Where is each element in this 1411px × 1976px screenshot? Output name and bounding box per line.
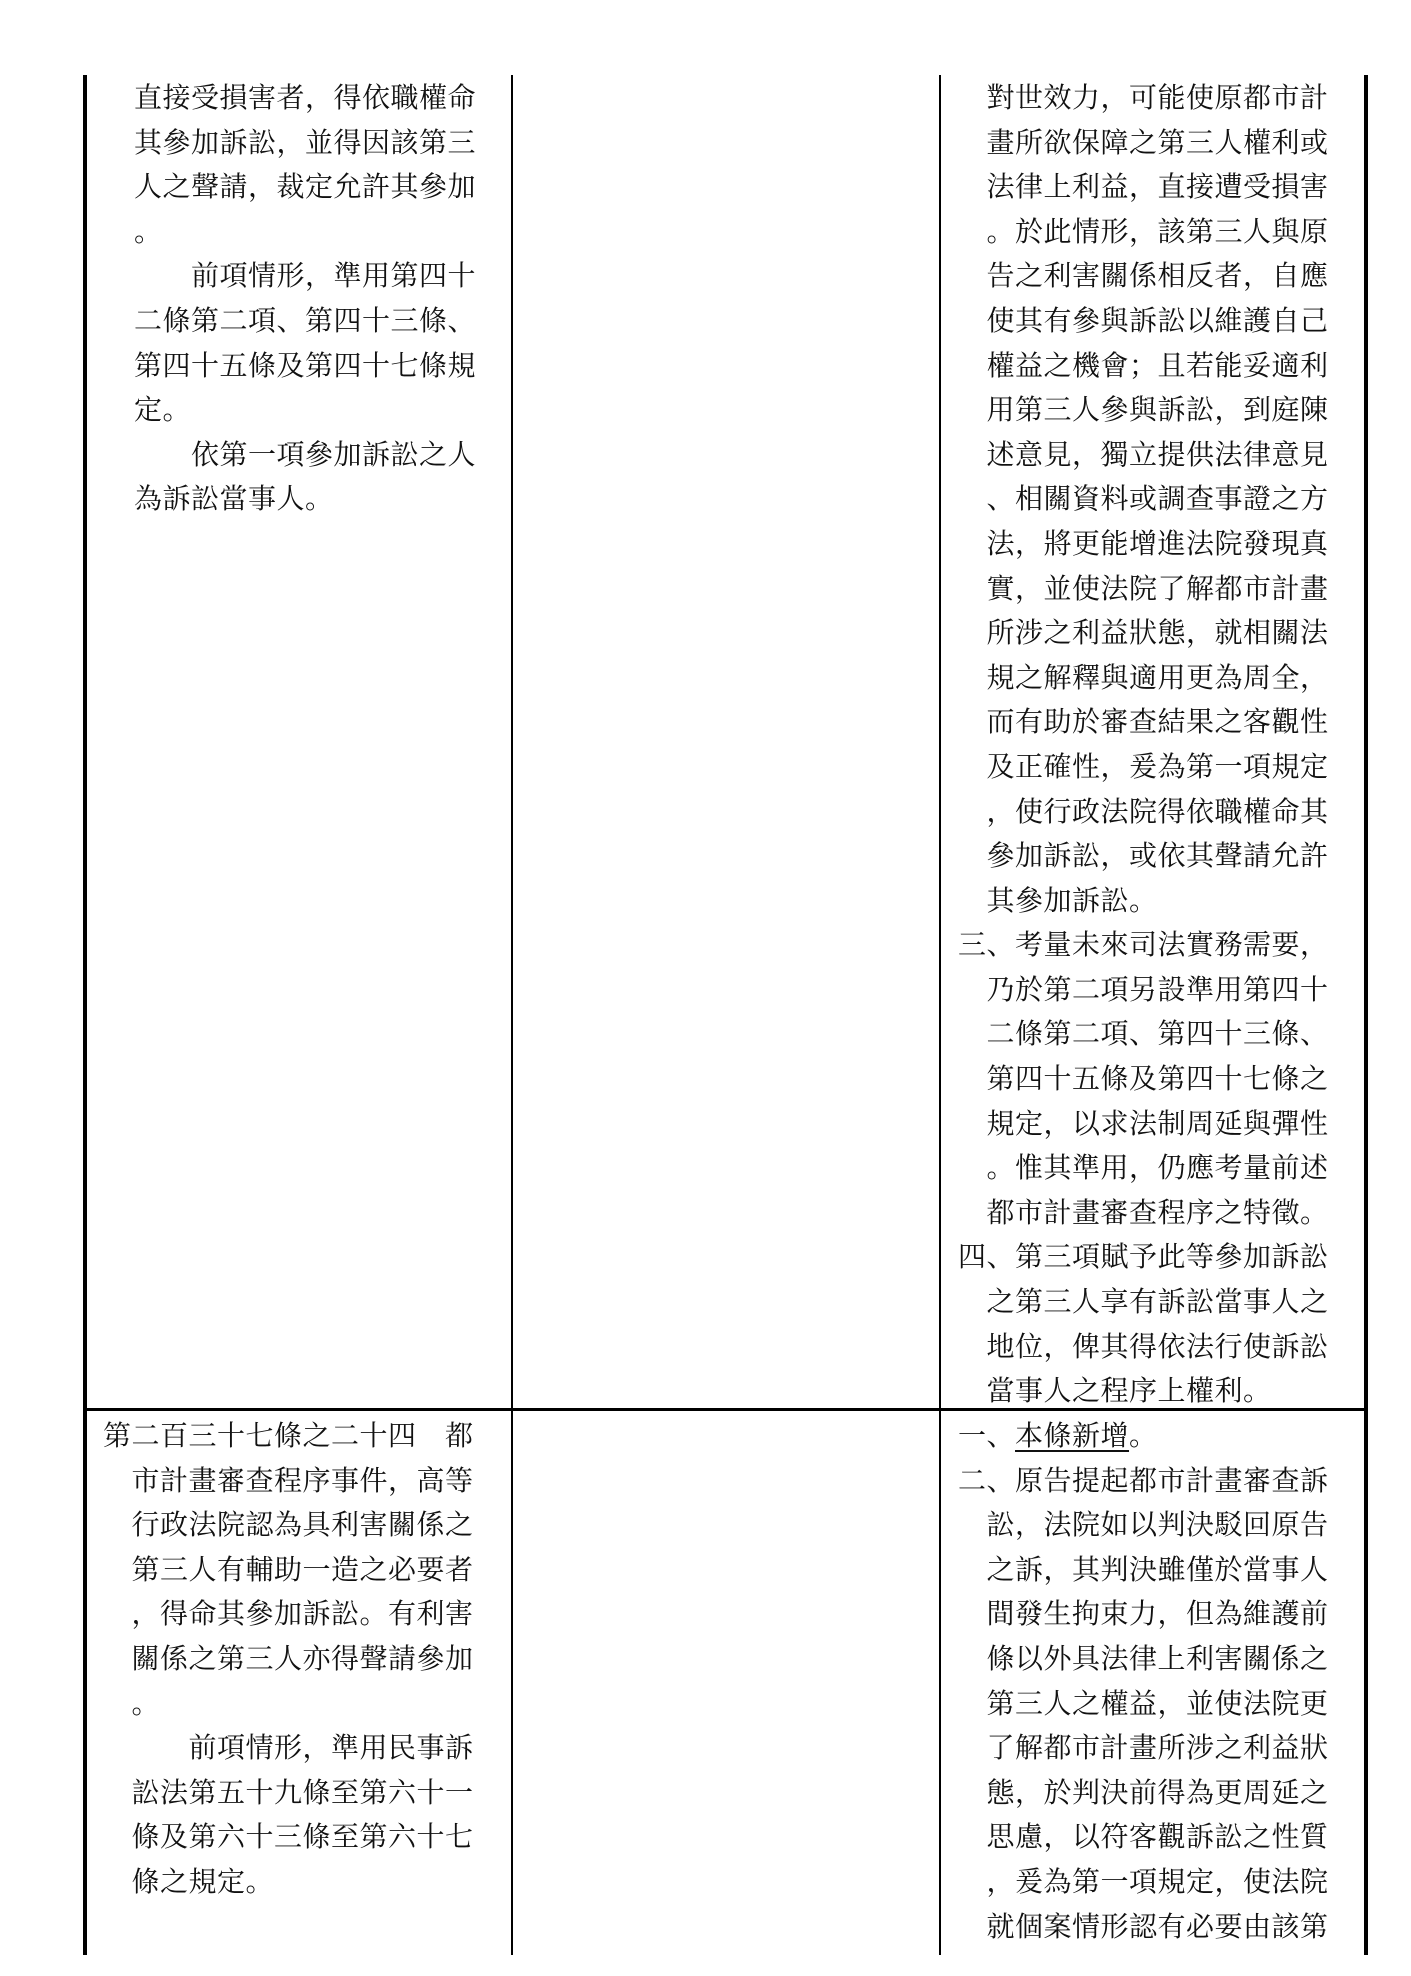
text-line: 四、第三項賦予此等參加訴訟 [958, 1240, 1329, 1274]
text-line: 前項情形，準用第四十 [134, 259, 477, 293]
text-line: 地位，俾其得依法行使訴訟 [958, 1329, 1329, 1363]
text-line: 二條第二項、第四十三條、 [958, 1017, 1329, 1051]
text-line: 而有助於審查結果之客觀性 [958, 705, 1329, 739]
text-line: 依第一項參加訴訟之人 [134, 437, 477, 471]
text-line: 條及第六十三條至第六十七 [103, 1820, 474, 1854]
text-line: 為訴訟當事人。 [134, 482, 334, 516]
text-line: 之訴，其判決雖僅於當事人 [958, 1552, 1329, 1586]
text-line: 了解都市計畫所涉之利益狀 [958, 1731, 1329, 1765]
text-line: 第三人之權益，並使法院更 [958, 1686, 1329, 1720]
text-line: ，使行政法院得依職權命其 [958, 794, 1329, 828]
item-number: 一、 [958, 1419, 1016, 1452]
text-line: 之第三人享有訴訟當事人之 [958, 1285, 1329, 1319]
text-line: 、相關資料或調查事證之方 [958, 482, 1329, 516]
punctuation: 。 [1129, 1419, 1158, 1452]
text-line: 市計畫審查程序事件，高等 [103, 1463, 474, 1497]
text-line: 用第三人參與訴訟，到庭陳 [958, 393, 1329, 427]
text-line: 態，於判決前得為更周延之 [958, 1775, 1329, 1809]
text-line: 使其有參與訴訟以維護自己 [958, 303, 1329, 337]
text-line: ，爰為第一項規定，使法院 [958, 1864, 1329, 1898]
text-line: 其參加訴訟。 [958, 883, 1158, 917]
text-line: 第四十五條及第四十七條規 [134, 348, 477, 382]
row2-explanation [958, 1414, 1329, 1949]
text-line: 其參加訴訟，並得因該第三 [134, 125, 477, 159]
text-line: 。 [134, 214, 163, 248]
table-column-divider-1 [511, 75, 513, 1955]
row1-explanation [958, 76, 1329, 1414]
text-line: 法律上利益，直接遭受損害 [958, 170, 1329, 204]
text-line: 畫所欲保障之第三人權利或 [958, 125, 1329, 159]
row1-law-text [134, 76, 476, 522]
text-line: 實，並使法院了解都市計畫 [958, 571, 1329, 605]
text-line: 對世效力，可能使原都市計 [958, 81, 1329, 114]
text-line: 。於此情形，該第三人與原 [958, 214, 1329, 248]
row2-law-text [103, 1414, 474, 1905]
text-line: 二、原告提起都市計畫審查訴 [958, 1463, 1329, 1497]
text-line: 規定，以求法制周延與彈性 [958, 1106, 1329, 1140]
text-line: ，得命其參加訴訟。有利害 [103, 1597, 474, 1631]
text-line: 二條第二項、第四十三條、 [134, 303, 477, 337]
text-line: 乃於第二項另設準用第四十 [958, 972, 1329, 1006]
article-heading: 第二百三十七條之二十四 都 [103, 1419, 474, 1452]
text-line: 。 [103, 1686, 161, 1720]
text-line: 條以外具法律上利害關係之 [958, 1641, 1329, 1675]
text-line: 人之聲請，裁定允許其參加 [134, 170, 477, 204]
text-line: 規之解釋與適用更為周全， [958, 660, 1329, 694]
text-line: 行政法院認為具利害關係之 [103, 1508, 474, 1542]
text-line: 述意見，獨立提供法律意見 [958, 437, 1329, 471]
text-line: 都市計畫審查程序之特徵。 [958, 1195, 1329, 1229]
text-line: 間發生拘束力，但為維護前 [958, 1597, 1329, 1631]
text-line: 及正確性，爰為第一項規定 [958, 749, 1329, 783]
text-line: 法，將更能增進法院發現真 [958, 526, 1329, 560]
text-line: 訟法第五十九條至第六十一 [103, 1775, 474, 1809]
text-line [958, 1414, 1329, 1459]
text-line: 。惟其準用，仍應考量前述 [958, 1151, 1329, 1185]
text-line: 關係之第三人亦得聲請參加 [103, 1641, 474, 1675]
text-line: 定。 [134, 393, 192, 427]
text-line: 就個案情形認有必要由該第 [958, 1909, 1329, 1943]
text-line: 三、考量未來司法實務需要， [958, 928, 1329, 962]
text-line: 當事人之程序上權利。 [958, 1374, 1272, 1408]
text-line: 思慮，以符客觀訴訟之性質 [958, 1820, 1329, 1854]
new-article-note: 本條新增 [1015, 1419, 1130, 1452]
table-left-border [83, 75, 87, 1955]
text-line: 權益之機會；且若能妥適利 [958, 348, 1329, 382]
text-line: 前項情形，準用民事訴 [103, 1731, 474, 1765]
text-line: 第四十五條及第四十七條之 [958, 1062, 1329, 1096]
text-line: 所涉之利益狀態，就相關法 [958, 616, 1329, 650]
text-line: 告之利害關係相反者，自應 [958, 259, 1329, 293]
text-line: 參加訴訟，或依其聲請允許 [958, 839, 1329, 873]
text-line: 訟，法院如以判決駁回原告 [958, 1508, 1329, 1542]
text-line: 第三人有輔助一造之必要者 [103, 1552, 474, 1586]
text-line: 直接受損害者，得依職權命 [134, 81, 477, 114]
table-right-border [1364, 75, 1368, 1955]
text-line: 條之規定。 [103, 1864, 275, 1898]
table-column-divider-2 [939, 75, 941, 1955]
